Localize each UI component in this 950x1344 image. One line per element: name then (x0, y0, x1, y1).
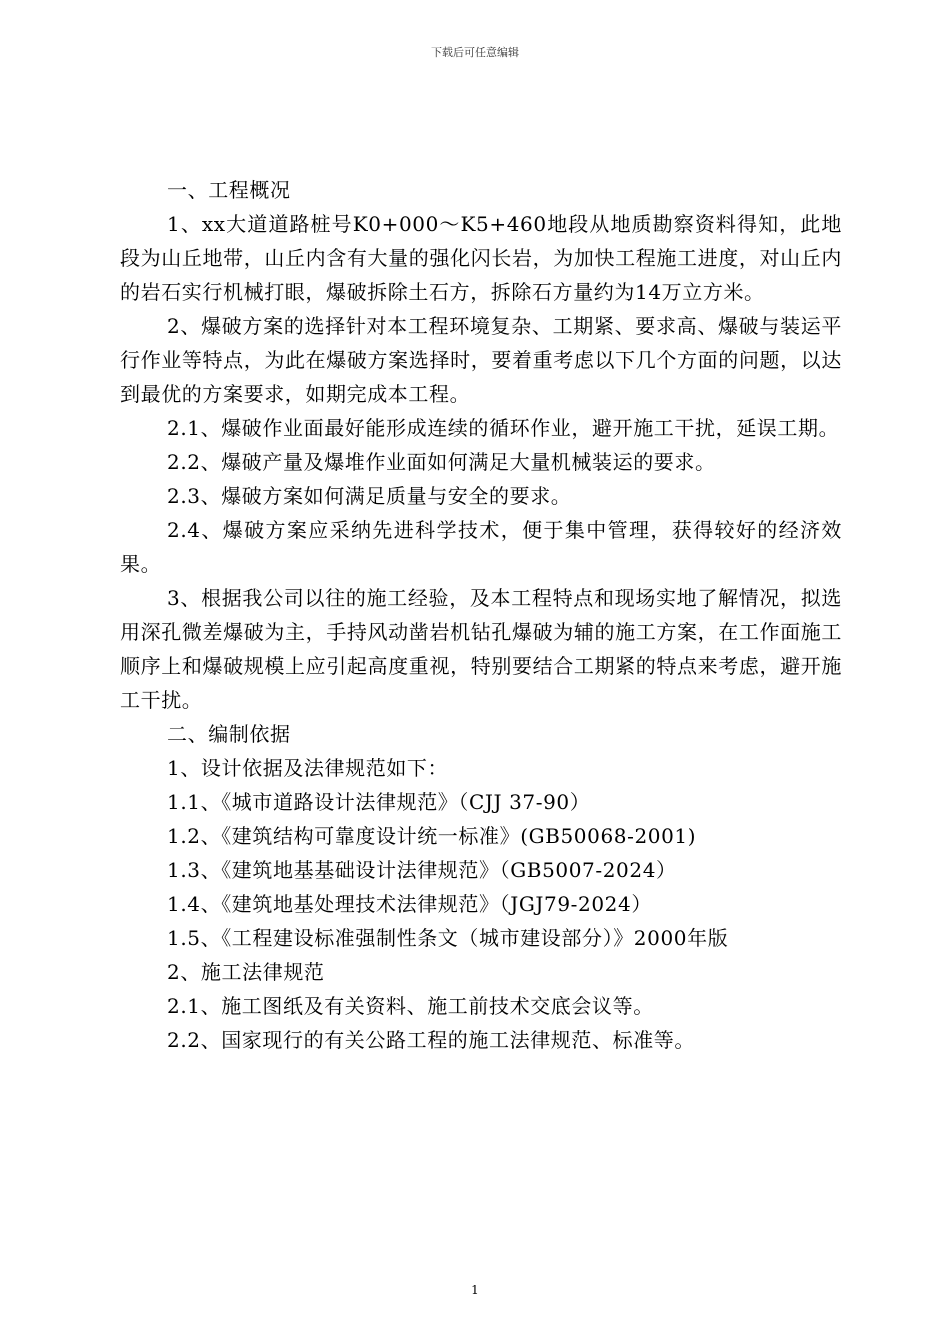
paragraph-design-basis: 1、设计依据及法律规范如下： (167, 756, 449, 780)
list-item-1-2: 1.2、《建筑结构可靠度设计统一标准》(GB50068-2001) (167, 824, 697, 848)
list-item-2-1: 2.1、爆破作业面最好能形成连续的循环作业，避开施工干扰，延误工期。 (167, 416, 840, 440)
list-item-1-3: 1.3、《建筑地基基础设计法律规范》（GB5007-2024） (167, 858, 677, 882)
paragraph-blasting-plan: 2、爆破方案的选择针对本工程环境复杂、工期紧、要求高、爆破与装运平行作业等特点，为此在爆破方案选择时，要着重考虑以下几个方面的问题，以达到最优的方案要求，如期完成本工程。 (120, 314, 842, 406)
paragraph-project-location: 1、xx大道道路桩号K0+000～K5+460地段从地质勘察资料得知，此地段为山丘地带，山丘内含有大量的强化闪长岩，为加快工程施工进度，对山丘内的岩石实行机械打眼，爆破拆除土石方，拆除石方量约为14万立方米。 (120, 212, 842, 304)
list-item-2-2: 2.2、爆破产量及爆堆作业面如何满足大量机械装运的要求。 (167, 450, 716, 474)
paragraph-construction-plan: 3、根据我公司以往的施工经验，及本工程特点和现场实地了解情况，拟选用深孔微差爆破为主，手持风动凿岩机钻孔爆破为辅的施工方案，在工作面施工顺序上和爆破规模上应引起高度重视，特别要结合工期紧的特点来考虑，避开施工干扰。 (120, 586, 842, 712)
section-heading-basis: 二、编制依据 (167, 722, 291, 746)
list-item-1-4: 1.4、《建筑地基处理技术法律规范》（JGJ79-2024） (167, 892, 652, 916)
list-item-1-5: 1.5、《工程建设标准强制性条文（城市建设部分）》2000年版 (167, 926, 729, 950)
section-heading-overview: 一、工程概况 (167, 178, 291, 202)
paragraph-construction-norms: 2、施工法律规范 (167, 960, 325, 984)
list-item-2-4: 2.4、爆破方案应采纳先进科学技术，便于集中管理，获得较好的经济效果。 (120, 518, 842, 576)
page-number: 1 (471, 1283, 479, 1297)
list-item-2-2-norms: 2.2、国家现行的有关公路工程的施工法律规范、标准等。 (167, 1028, 696, 1052)
header-note: 下载后可任意编辑 (431, 46, 519, 59)
list-item-2-3: 2.3、爆破方案如何满足质量与安全的要求。 (167, 484, 572, 508)
document-body (120, 173, 842, 1057)
list-item-1-1: 1.1、《城市道路设计法律规范》（CJJ 37-90） (167, 790, 591, 814)
list-item-2-1-norms: 2.1、施工图纸及有关资料、施工前技术交底会议等。 (167, 994, 654, 1018)
